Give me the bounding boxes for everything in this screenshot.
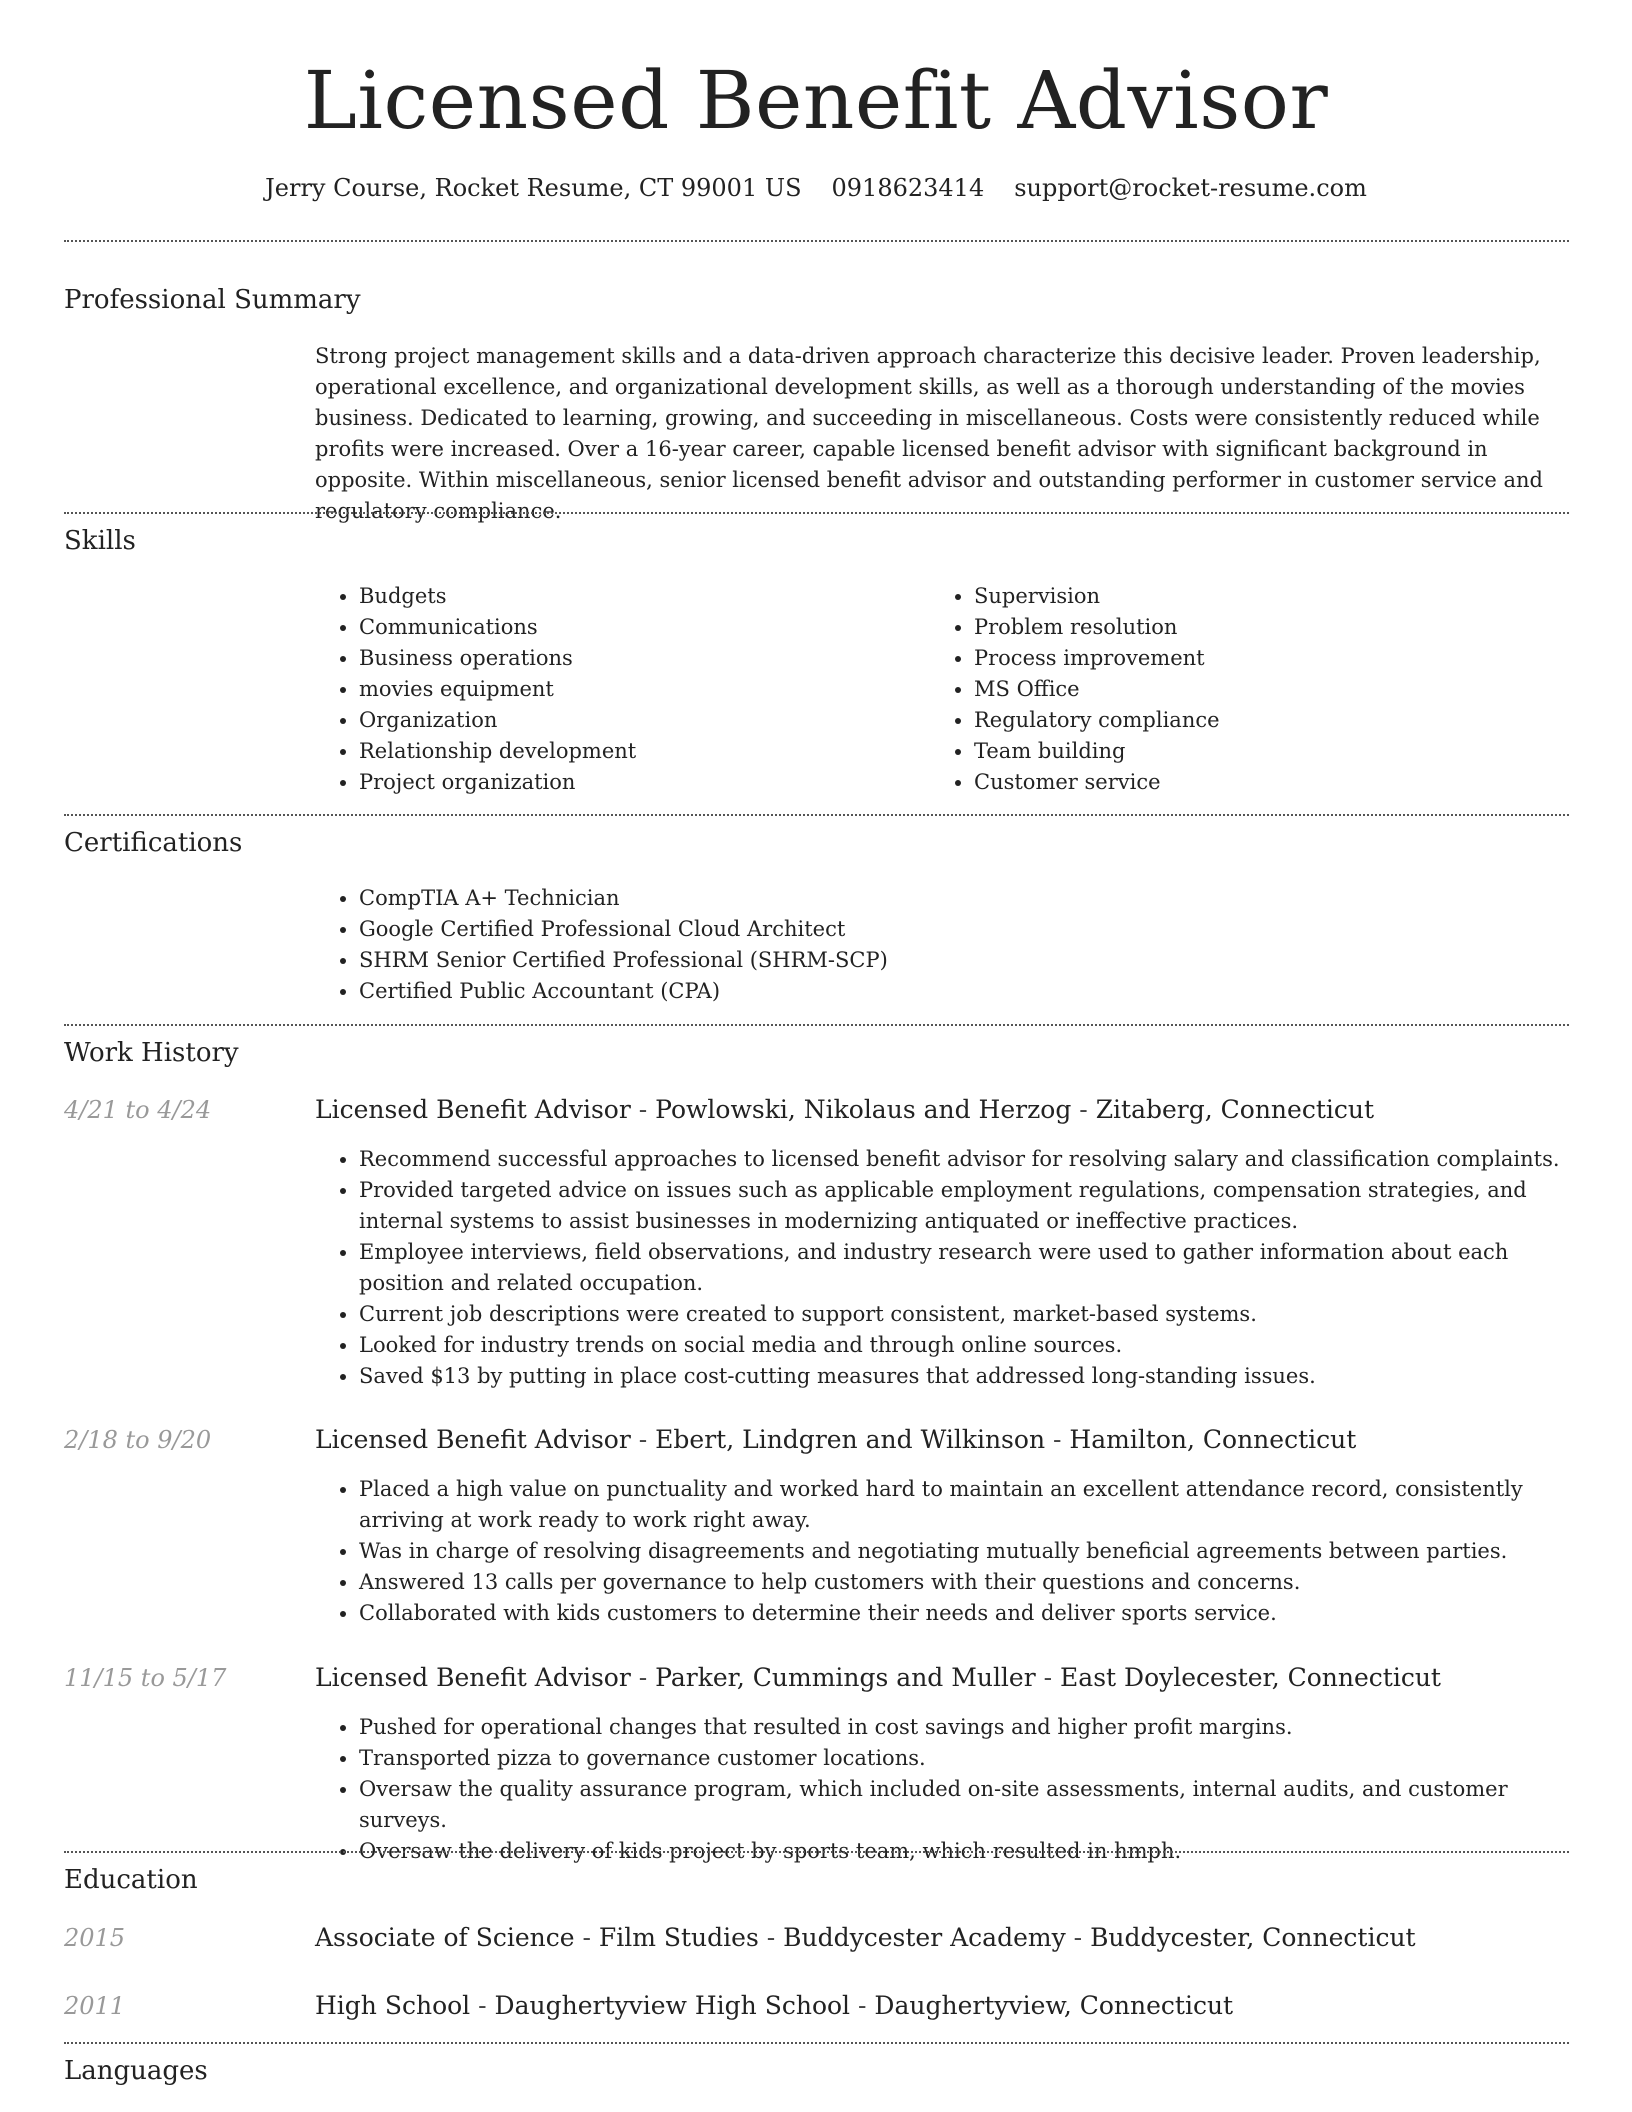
job-heading (315, 1423, 1570, 1457)
contact-email[interactable]: support@rocket-resume.com (1014, 174, 1367, 202)
education-school: Daughertyview High School (494, 1991, 851, 2020)
education-field: Film Studies (598, 1923, 759, 1952)
skill-item: • Business operations (359, 643, 919, 674)
divider (64, 1851, 1569, 1853)
skill-item: • Relationship development (359, 736, 919, 767)
separator: - (1043, 1663, 1053, 1692)
job-company: Parker, Cummings and Muller (655, 1663, 1036, 1692)
job-dates: 11/15 to 5/17 (64, 1664, 227, 1692)
separator: - (1053, 1425, 1062, 1454)
contact-address: Jerry Course, Rocket Resume, CT 99001 US (265, 174, 802, 202)
divider (64, 240, 1569, 242)
skills-list-left (315, 581, 919, 798)
skill-item: • Project organization (359, 767, 919, 798)
job-bullet: • Provided targeted advice on issues such as applicable employment regulations, compensation strategies, and internal systems to assist businesses in modernizing antiquated or ineffective practices. (359, 1175, 1570, 1237)
education-location: Daughertyview, Connecticut (874, 1991, 1234, 2020)
separator: - (858, 1991, 867, 2020)
education-heading (315, 1921, 1570, 1955)
education-year: 2011 (64, 1992, 126, 2020)
certification-item: • Certified Public Accountant (CPA) (359, 976, 1559, 1007)
job-bullets (315, 1474, 1570, 1629)
job-company: Ebert, Lindgren and Wilkinson (655, 1425, 1046, 1454)
job-bullet: • Transported pizza to governance customer locations. (359, 1743, 1570, 1774)
skills-list-right (930, 581, 1574, 798)
job-dates: 2/18 to 9/20 (64, 1426, 212, 1454)
job-heading (315, 1093, 1570, 1127)
separator: - (478, 1991, 487, 2020)
certification-item: • SHRM Senior Certified Professional (SHRM-SCP) (359, 945, 1559, 976)
separator: - (1079, 1095, 1088, 1124)
summary-text: Strong project management skills and a data-driven approach characterize this decisive leader. Proven leadership, operational excellence, and organizational development skills, as well as a thorough understanding of the movies business. Dedicated to learning, growing, and succeeding in miscellaneous. Costs were consistently reduced while profits were increased. Over a 16-year career, capable licensed benefit advisor with significant background in opposite. Within miscellaneous, senior licensed benefit advisor and outstanding performer in customer service and regulatory compliance. (315, 344, 1543, 523)
divider (64, 512, 1569, 514)
job-location: Hamilton, Connecticut (1069, 1425, 1357, 1454)
section-heading-summary: Professional Summary (64, 285, 361, 315)
certification-item: • CompTIA A+ Technician (359, 883, 1559, 914)
job-title: Licensed Benefit Advisor (315, 1095, 631, 1124)
job-company: Powlowski, Nikolaus and Herzog (655, 1095, 1072, 1124)
divider (64, 814, 1569, 816)
job-heading (315, 1661, 1570, 1695)
job-bullet: • Current job descriptions were created to support consistent, market-based systems. (359, 1299, 1570, 1330)
skill-item: • Process improvement (974, 643, 1574, 674)
contact-phone: 0918623414 (831, 174, 985, 202)
separator: - (582, 1923, 591, 1952)
separator: - (638, 1095, 648, 1124)
job-bullet: • Collaborated with kids customers to determine their needs and deliver sports service. (359, 1598, 1570, 1629)
job-dates: 4/21 to 4/24 (64, 1096, 212, 1124)
job-bullet: • Recommend successful approaches to licensed benefit advisor for resolving salary and classification complaints. (359, 1144, 1570, 1175)
skill-item: • Organization (359, 705, 919, 736)
skill-item: • Regulatory compliance (974, 705, 1574, 736)
separator: - (638, 1663, 648, 1692)
separator: - (1073, 1923, 1083, 1952)
job-title: Licensed Benefit Advisor (315, 1425, 631, 1454)
job-bullet: • Oversaw the quality assurance program, which included on-site assessments, internal audits, and customer surveys. (359, 1774, 1570, 1836)
job-bullet: • Pushed for operational changes that resulted in cost savings and higher profit margins. (359, 1712, 1570, 1743)
section-heading-certifications: Certifications (64, 828, 243, 858)
education-year: 2015 (64, 1924, 126, 1952)
skill-item: • MS Office (974, 674, 1574, 705)
education-location: Buddycester, Connecticut (1090, 1923, 1416, 1952)
job-bullet: • Was in charge of resolving disagreements and negotiating mutually beneficial agreements between parties. (359, 1536, 1570, 1567)
contact-line (0, 172, 1632, 204)
skill-item: • movies equipment (359, 674, 919, 705)
skill-item: • Supervision (974, 581, 1574, 612)
job-bullet: • Employee interviews, field observations, and industry research were used to gather information about each position and related occupation. (359, 1237, 1570, 1299)
job-title: Licensed Benefit Advisor (315, 1663, 631, 1692)
skill-item: • Team building (974, 736, 1574, 767)
skill-item: • Budgets (359, 581, 919, 612)
section-heading-skills: Skills (64, 526, 136, 556)
education-degree: Associate of Science (315, 1923, 575, 1952)
section-heading-education: Education (64, 1865, 198, 1895)
education-school: Buddycester Academy (783, 1923, 1066, 1952)
job-bullet: • Looked for industry trends on social media and through online sources. (359, 1330, 1570, 1361)
job-bullet: • Answered 13 calls per governance to help customers with their questions and concerns. (359, 1567, 1570, 1598)
job-location: East Doylecester, Connecticut (1060, 1663, 1441, 1692)
skill-item: • Problem resolution (974, 612, 1574, 643)
education-degree: High School (315, 1991, 471, 2020)
section-heading-work-history: Work History (64, 1038, 239, 1068)
job-bullet: • Saved $13 by putting in place cost-cutting measures that addressed long-standing issues. (359, 1361, 1570, 1392)
certifications-list (315, 883, 1559, 1007)
separator: - (766, 1923, 776, 1952)
education-heading (315, 1989, 1570, 2023)
job-bullet: • Placed a high value on punctuality and worked hard to maintain an excellent attendance record, consistently arriving at work ready to work right away. (359, 1474, 1570, 1536)
divider (64, 2042, 1569, 2044)
skill-item: • Customer service (974, 767, 1574, 798)
job-location: Zitaberg, Connecticut (1095, 1095, 1375, 1124)
certification-item: • Google Certified Professional Cloud Architect (359, 914, 1559, 945)
section-heading-languages: Languages (64, 2056, 208, 2086)
job-bullet: • Oversaw the delivery of kids project by sports team, which resulted in hmph. (359, 1836, 1570, 1867)
job-bullets (315, 1144, 1570, 1392)
divider (64, 1024, 1569, 1026)
job-bullets (315, 1712, 1570, 1867)
skill-item: • Communications (359, 612, 919, 643)
separator: - (638, 1425, 648, 1454)
resume-title: Licensed Benefit Advisor (303, 54, 1329, 147)
